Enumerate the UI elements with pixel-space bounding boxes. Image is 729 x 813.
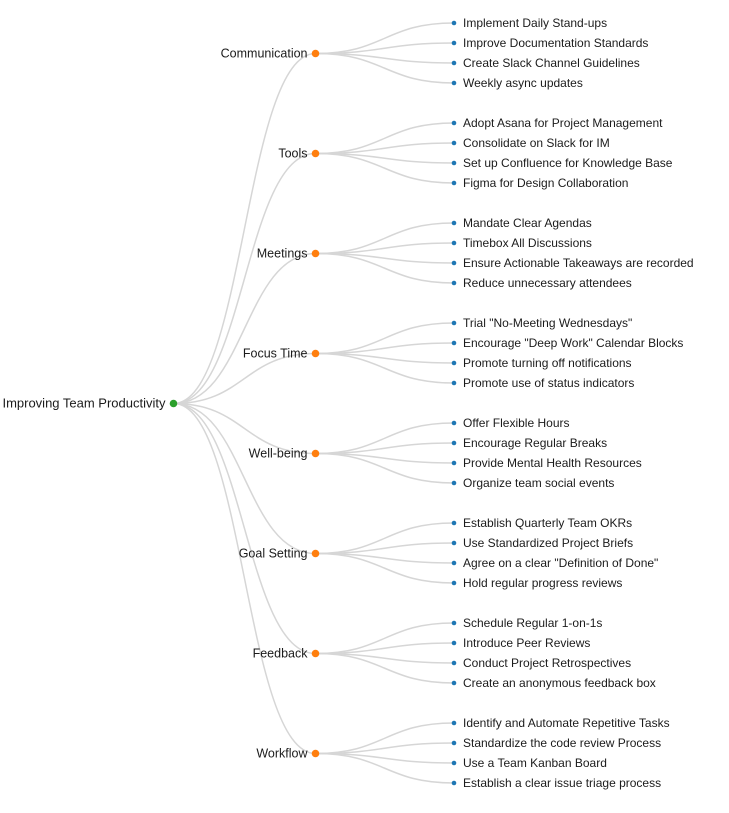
leaf-node-label: Set up Confluence for Knowledge Base [463, 156, 673, 171]
leaf-node-dot[interactable] [452, 721, 457, 726]
root-node-dot[interactable] [170, 400, 178, 408]
link-root-to-tools [174, 154, 316, 404]
branch-workflow-label: Workflow [256, 746, 308, 761]
leaf-node-dot[interactable] [452, 541, 457, 546]
leaf-node-label: Promote use of status indicators [463, 376, 635, 391]
leaf-node-dot[interactable] [452, 461, 457, 466]
leaf-node-dot[interactable] [452, 561, 457, 566]
leaf-node-label: Adopt Asana for Project Management [463, 116, 663, 131]
branch-well-being-dot[interactable] [312, 450, 320, 458]
branch-communication-dot[interactable] [312, 50, 320, 58]
leaf-node-dot[interactable] [452, 661, 457, 666]
leaf-node-label: Agree on a clear "Definition of Done" [463, 556, 659, 571]
leaf-node-dot[interactable] [452, 521, 457, 526]
branch-tools-label: Tools [278, 146, 308, 161]
leaf-node-dot[interactable] [452, 41, 457, 46]
branch-feedback-dot[interactable] [312, 650, 320, 658]
branch-feedback-label: Feedback [252, 646, 308, 661]
branch-meetings-dot[interactable] [312, 250, 320, 258]
leaf-node-dot[interactable] [452, 81, 457, 86]
branch-goal-setting-dot[interactable] [312, 550, 320, 558]
leaf-node-dot[interactable] [452, 121, 457, 126]
leaf-node-label: Provide Mental Health Resources [463, 456, 642, 471]
branch-well-being-label: Well-being [248, 446, 308, 461]
leaf-node-label: Offer Flexible Hours [463, 416, 570, 431]
leaf-node-label: Ensure Actionable Takeaways are recorded [463, 256, 694, 271]
leaf-node-dot[interactable] [452, 761, 457, 766]
leaf-node-label: Create an anonymous feedback box [463, 676, 656, 691]
leaf-node-dot[interactable] [452, 481, 457, 486]
branch-tools-dot[interactable] [312, 150, 320, 158]
leaf-node-label: Organize team social events [463, 476, 615, 491]
leaf-node-label: Encourage Regular Breaks [463, 436, 608, 451]
leaf-node-label: Implement Daily Stand-ups [463, 16, 608, 31]
branch-communication-label: Communication [220, 46, 308, 61]
leaf-node-label: Conduct Project Retrospectives [463, 656, 632, 671]
link-root-to-feedback [174, 404, 316, 654]
leaf-node-dot[interactable] [452, 641, 457, 646]
leaf-node-label: Trial "No-Meeting Wednesdays" [463, 316, 633, 331]
leaf-node-dot[interactable] [452, 381, 457, 386]
leaf-node-dot[interactable] [452, 261, 457, 266]
leaf-node-dot[interactable] [452, 21, 457, 26]
root-node-label: Improving Team Productivity [2, 395, 166, 411]
leaf-node-dot[interactable] [452, 681, 457, 686]
leaf-node-label: Figma for Design Collaboration [463, 176, 629, 191]
leaf-node-label: Establish Quarterly Team OKRs [463, 516, 633, 531]
leaf-node-dot[interactable] [452, 421, 457, 426]
leaf-node-dot[interactable] [452, 281, 457, 286]
leaf-node-dot[interactable] [452, 61, 457, 66]
leaf-node-dot[interactable] [452, 161, 457, 166]
leaf-node-dot[interactable] [452, 581, 457, 586]
leaf-node-dot[interactable] [452, 441, 457, 446]
leaf-node-dot[interactable] [452, 781, 457, 786]
leaf-node-label: Use a Team Kanban Board [463, 756, 607, 771]
leaf-node-label: Standardize the code review Process [463, 736, 662, 751]
leaf-node-label: Improve Documentation Standards [463, 36, 649, 51]
leaf-node-label: Establish a clear issue triage process [463, 776, 662, 791]
leaf-node-dot[interactable] [452, 181, 457, 186]
leaf-node-label: Hold regular progress reviews [463, 576, 623, 591]
branch-goal-setting-label: Goal Setting [238, 546, 308, 561]
leaf-node-dot[interactable] [452, 241, 457, 246]
leaf-node-label: Consolidate on Slack for IM [463, 136, 610, 151]
leaf-node-label: Weekly async updates [463, 76, 583, 91]
leaf-node-label: Introduce Peer Reviews [463, 636, 591, 651]
link-root-to-focus-time [174, 354, 316, 404]
branch-meetings-label: Meetings [256, 246, 308, 261]
leaf-node-label: Encourage "Deep Work" Calendar Blocks [463, 336, 684, 351]
branch-workflow-dot[interactable] [312, 750, 320, 758]
leaf-node-dot[interactable] [452, 321, 457, 326]
leaf-node-dot[interactable] [452, 341, 457, 346]
leaf-node-dot[interactable] [452, 621, 457, 626]
leaf-node-label: Create Slack Channel Guidelines [463, 56, 640, 71]
leaf-node-label: Promote turning off notifications [463, 356, 632, 371]
leaf-node-dot[interactable] [452, 221, 457, 226]
leaf-node-label: Schedule Regular 1-on-1s [463, 616, 603, 631]
leaf-node-label: Identify and Automate Repetitive Tasks [463, 716, 670, 731]
branch-focus-time-dot[interactable] [312, 350, 320, 358]
leaf-node-label: Timebox All Discussions [463, 236, 592, 251]
leaf-node-dot[interactable] [452, 141, 457, 146]
leaf-node-dot[interactable] [452, 361, 457, 366]
leaf-node-label: Use Standardized Project Briefs [463, 536, 634, 551]
branch-focus-time-label: Focus Time [242, 346, 308, 361]
leaf-node-label: Mandate Clear Agendas [463, 216, 592, 231]
leaf-node-label: Reduce unnecessary attendees [463, 276, 632, 291]
leaf-node-dot[interactable] [452, 741, 457, 746]
